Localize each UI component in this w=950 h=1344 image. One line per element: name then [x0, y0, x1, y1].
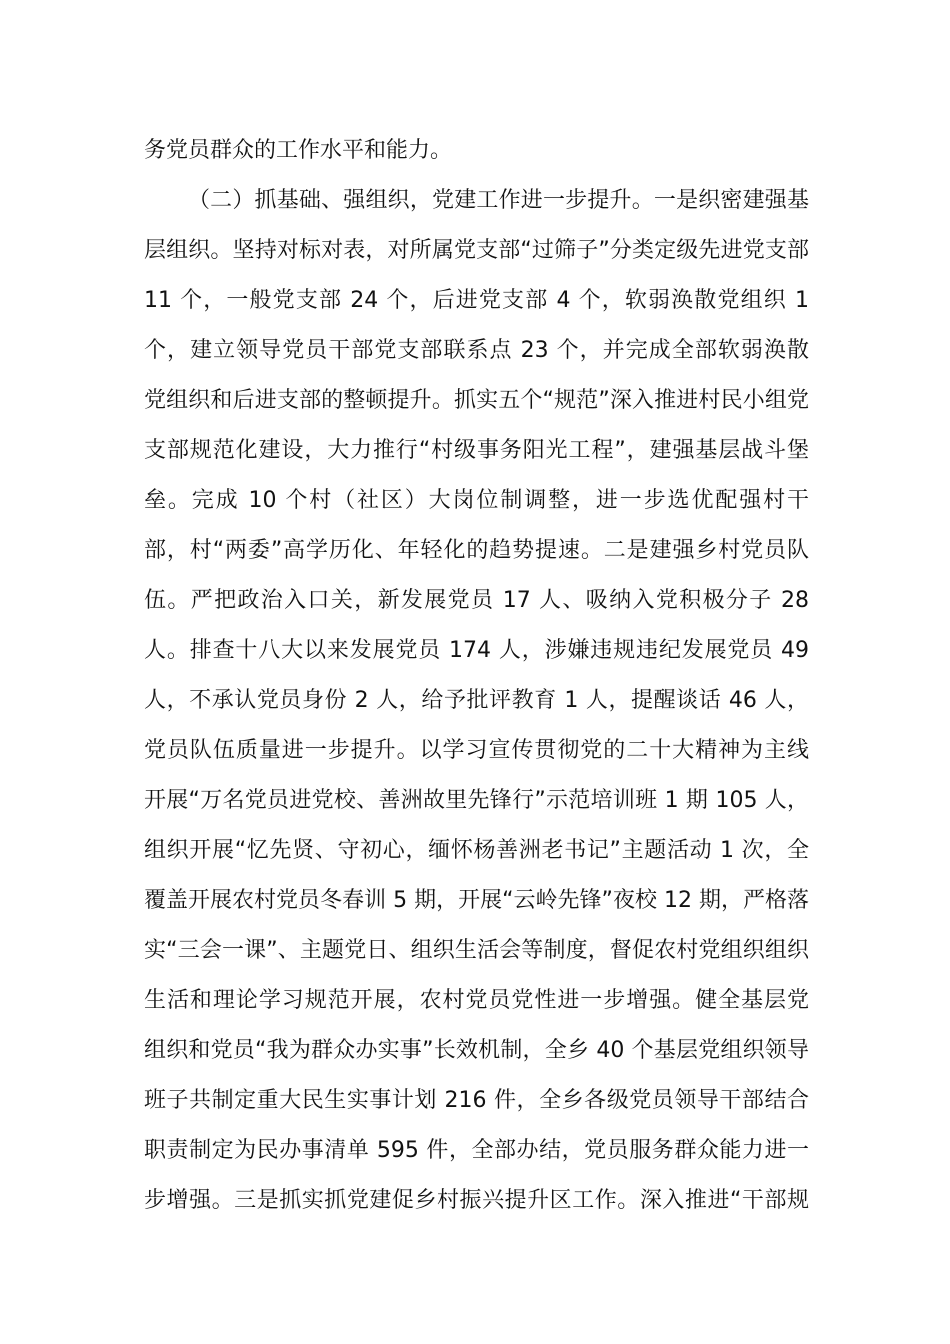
- text-line-20: 班子共制定重大民生实事计划 216 件，全乡各级党员领导干部结合: [144, 1088, 809, 1113]
- text-line-22: 步增强。三是抓实抓党建促乡村振兴提升区工作。深入推进“干部规: [144, 1188, 809, 1213]
- text-line-14: 开展“万名党员进党校、善洲故里先锋行”示范培训班 1 期 105 人，: [144, 788, 809, 813]
- text-line-8: 垒。完成 10 个村（社区）大岗位制调整，进一步选优配强村干: [144, 488, 809, 513]
- text-line-19: 组织和党员“我为群众办实事”长效机制，全乡 40 个基层党组织领导: [144, 1038, 809, 1063]
- text-line-6: 党组织和后进支部的整顿提升。抓实五个“规范”深入推进村民小组党: [144, 388, 809, 413]
- text-line-13: 党员队伍质量进一步提升。以学习宣传贯彻党的二十大精神为主线: [144, 738, 809, 763]
- text-line-18: 生活和理论学习规范开展，农村党员党性进一步增强。健全基层党: [144, 988, 809, 1013]
- text-line-12: 人，不承认党员身份 2 人，给予批评教育 1 人，提醒谈话 46 人，: [144, 688, 809, 713]
- text-line-15: 组织开展“忆先贤、守初心，缅怀杨善洲老书记”主题活动 1 次，全: [144, 838, 809, 863]
- text-line-5: 个，建立领导党员干部党支部联系点 23 个，并完成全部软弱涣散: [144, 338, 809, 363]
- text-line-4: 11 个，一般党支部 24 个，后进党支部 4 个，软弱涣散党组织 1: [144, 288, 809, 313]
- text-line-21: 职责制定为民办事清单 595 件，全部办结，党员服务群众能力进一: [144, 1138, 809, 1163]
- text-line-2: （二）抓基础、强组织，党建工作进一步提升。一是织密建强基: [188, 188, 809, 213]
- text-line-16: 覆盖开展农村党员冬春训 5 期，开展“云岭先锋”夜校 12 期，严格落: [144, 888, 809, 913]
- text-line-3: 层组织。坚持对标对表，对所属党支部“过筛子”分类定级先进党支部: [144, 238, 809, 263]
- text-line-10: 伍。严把政治入口关，新发展党员 17 人、吸纳入党积极分子 28: [144, 588, 809, 613]
- text-line-7: 支部规范化建设，大力推行“村级事务阳光工程”，建强基层战斗堡: [144, 438, 809, 463]
- text-line-9: 部，村“两委”高学历化、年轻化的趋势提速。二是建强乡村党员队: [144, 538, 809, 563]
- text-line-1: 务党员群众的工作水平和能力。: [144, 138, 453, 163]
- text-line-11: 人。排查十八大以来发展党员 174 人，涉嫌违规违纪发展党员 49: [144, 638, 809, 663]
- text-line-17: 实“三会一课”、主题党日、组织生活会等制度，督促农村党组织组织: [144, 938, 809, 963]
